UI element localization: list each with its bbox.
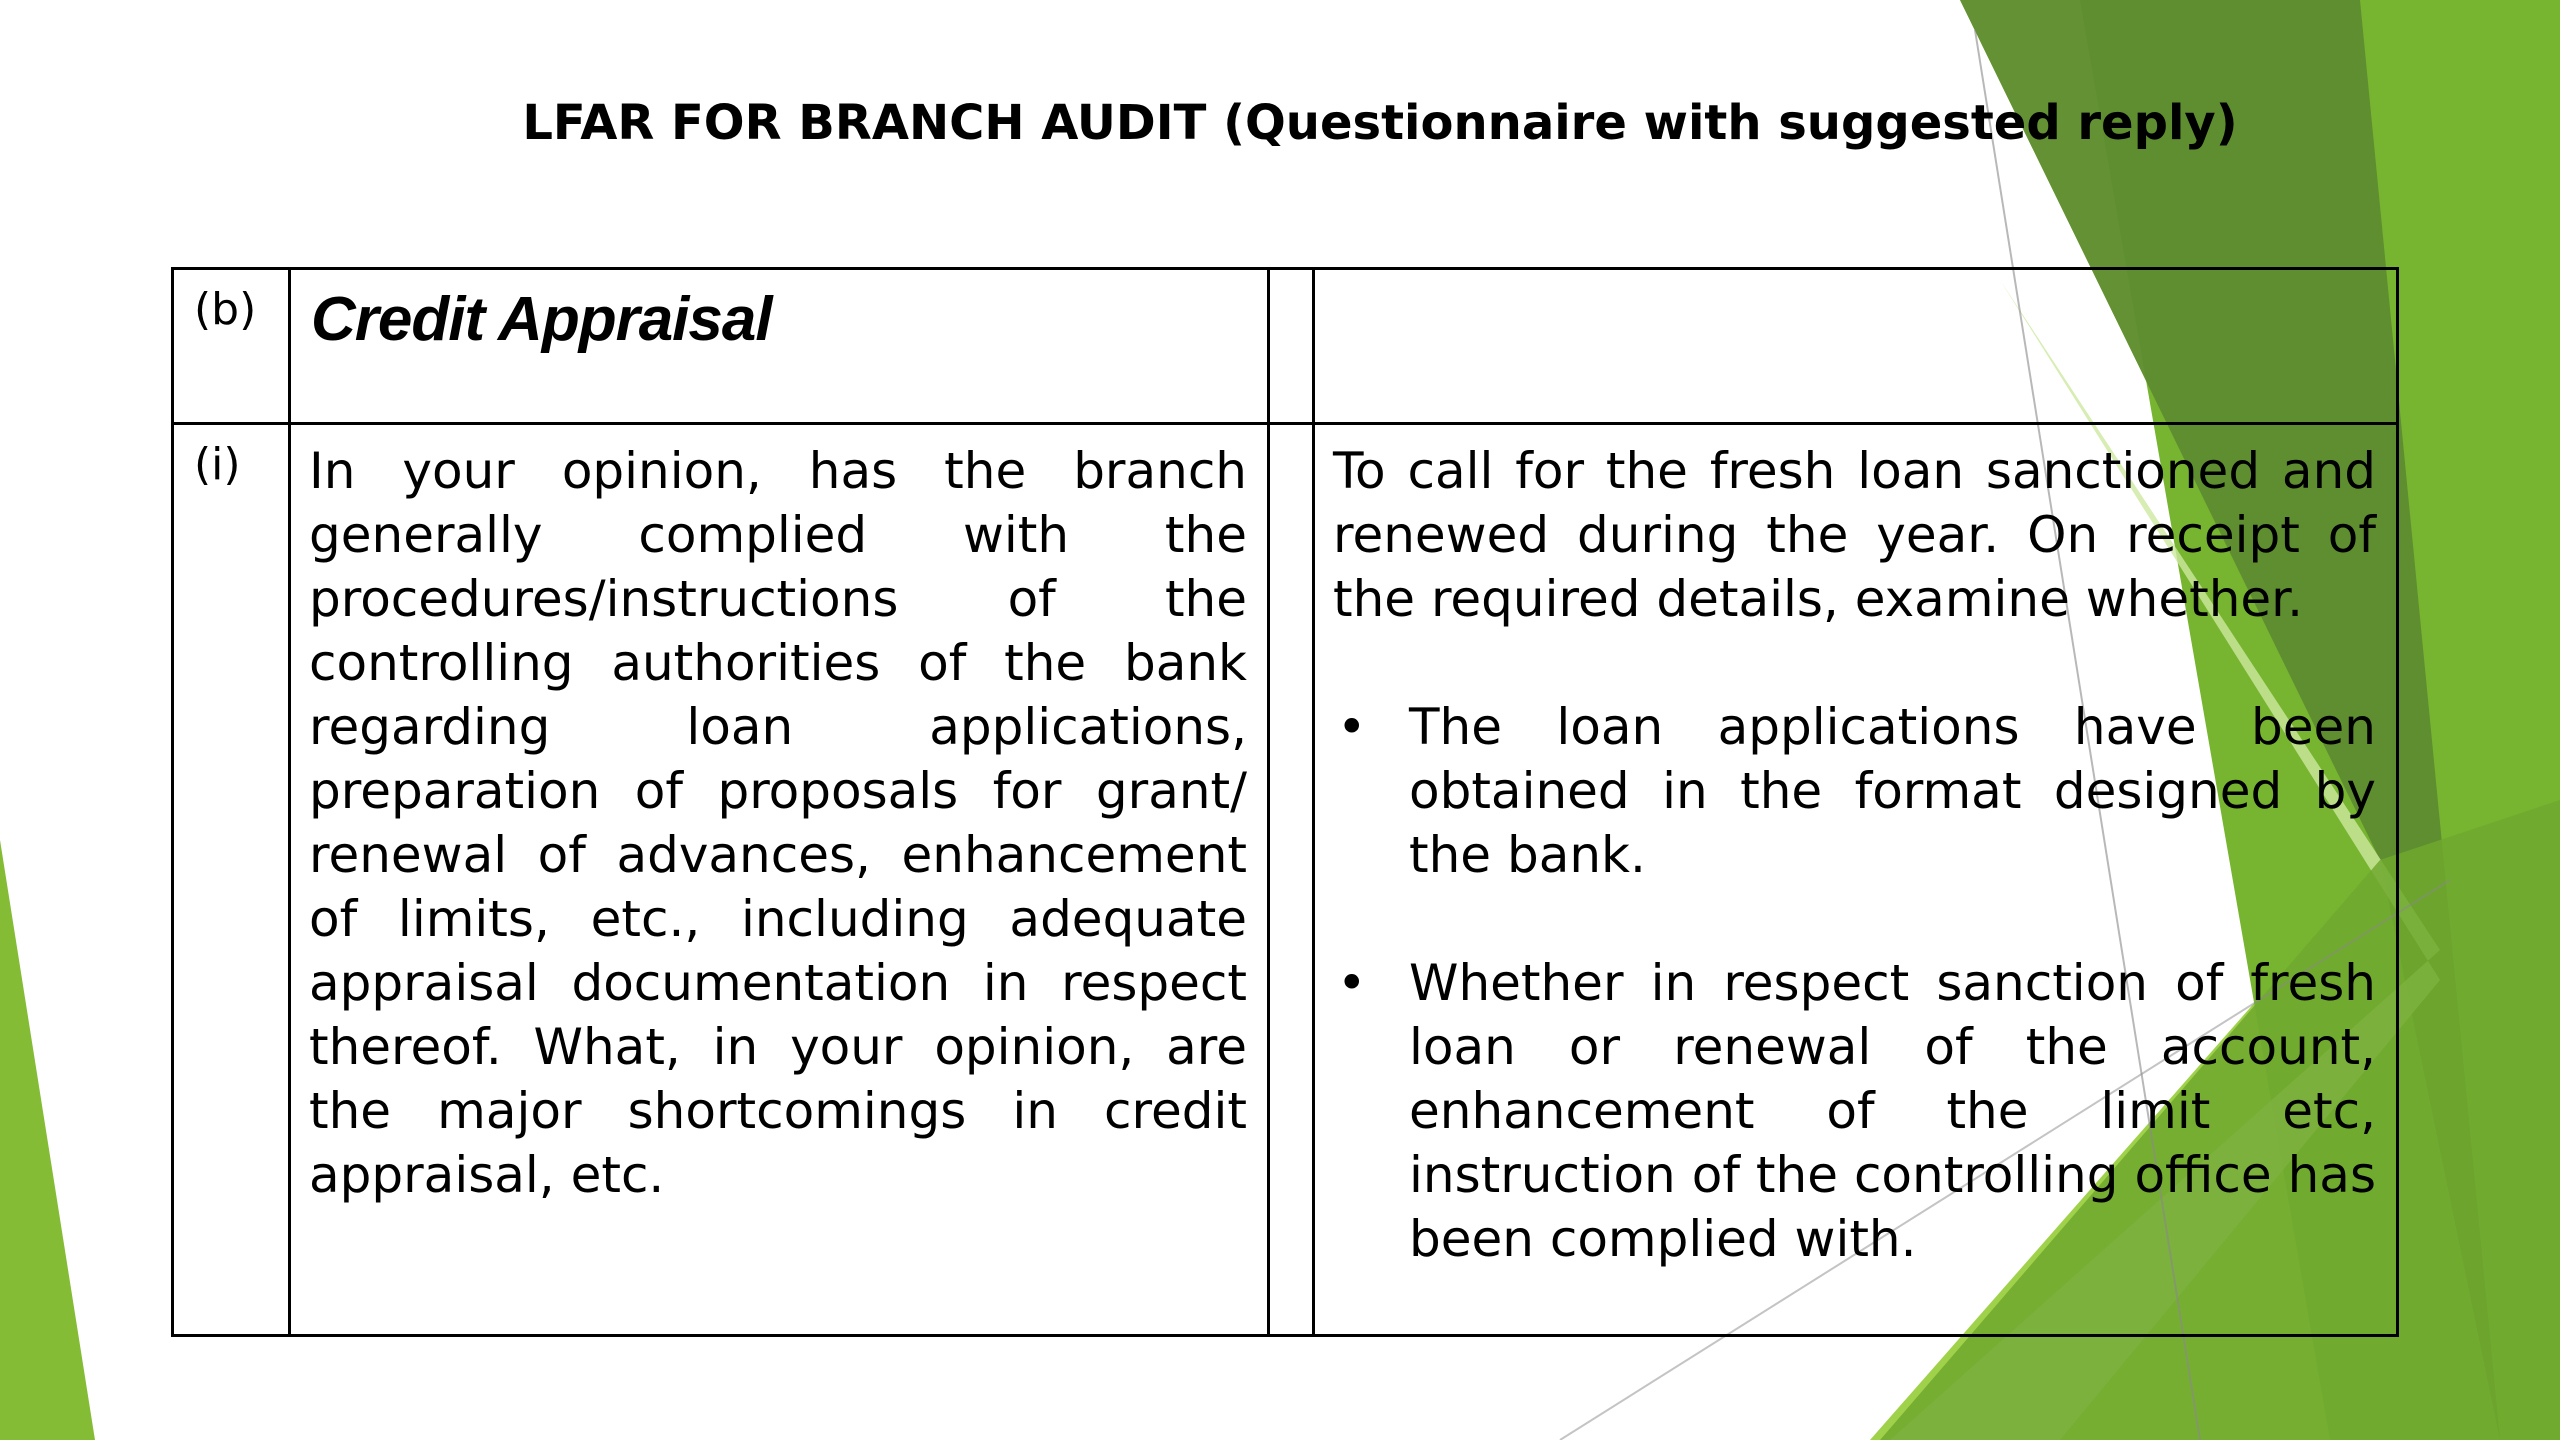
question-row [173,424,2398,1336]
section-title: Credit Appraisal [311,285,772,354]
gap-cell [1269,269,1314,424]
question-text: In your opinion, has the branch generally complied with the procedures/instructions of the controlling authorities of the bank regarding loan applications, preparation of proposals for grant/ renewal of advances, enhancement of limits, etc., including adequate appraisal documentation in respect thereof. What, in your opinion, are the major shortcomings in credit appraisal, etc. [309,442,1247,1204]
bullet-marker: • [1337,954,1367,1012]
gap-cell [1269,424,1314,1336]
left-green-shape [0,840,95,1440]
bullet-text: Whether in respect sanction of fresh loan or renewal of the account, enhancement of the limit etc, instruction of the controlling office has been complied with. [1409,954,2376,1268]
empty-reply-cell [1314,269,2398,424]
section-title-cell [290,269,1269,424]
reply-bullet [1333,951,2376,1271]
section-number: (b) [194,284,257,335]
bullet-marker: • [1337,698,1367,756]
reply-bullet [1333,695,2376,887]
section-header-row [173,269,2398,424]
reply-cell [1314,424,2398,1336]
row-number: (i) [194,439,241,490]
reply-content [1315,425,2396,1271]
lfar-table [171,267,2399,1337]
bullet-text: The loan applications have been obtained in the format designed by the bank. [1409,698,2376,884]
question-cell [290,424,1269,1336]
row-number-cell [173,424,290,1336]
reply-intro: To call for the fresh loan sanctioned and renewed during the year. On receipt of the required details, examine whether. [1333,442,2376,628]
page-title: LFAR FOR BRANCH AUDIT (Questionnaire with suggested reply) [522,95,2238,151]
section-number-cell [173,269,290,424]
